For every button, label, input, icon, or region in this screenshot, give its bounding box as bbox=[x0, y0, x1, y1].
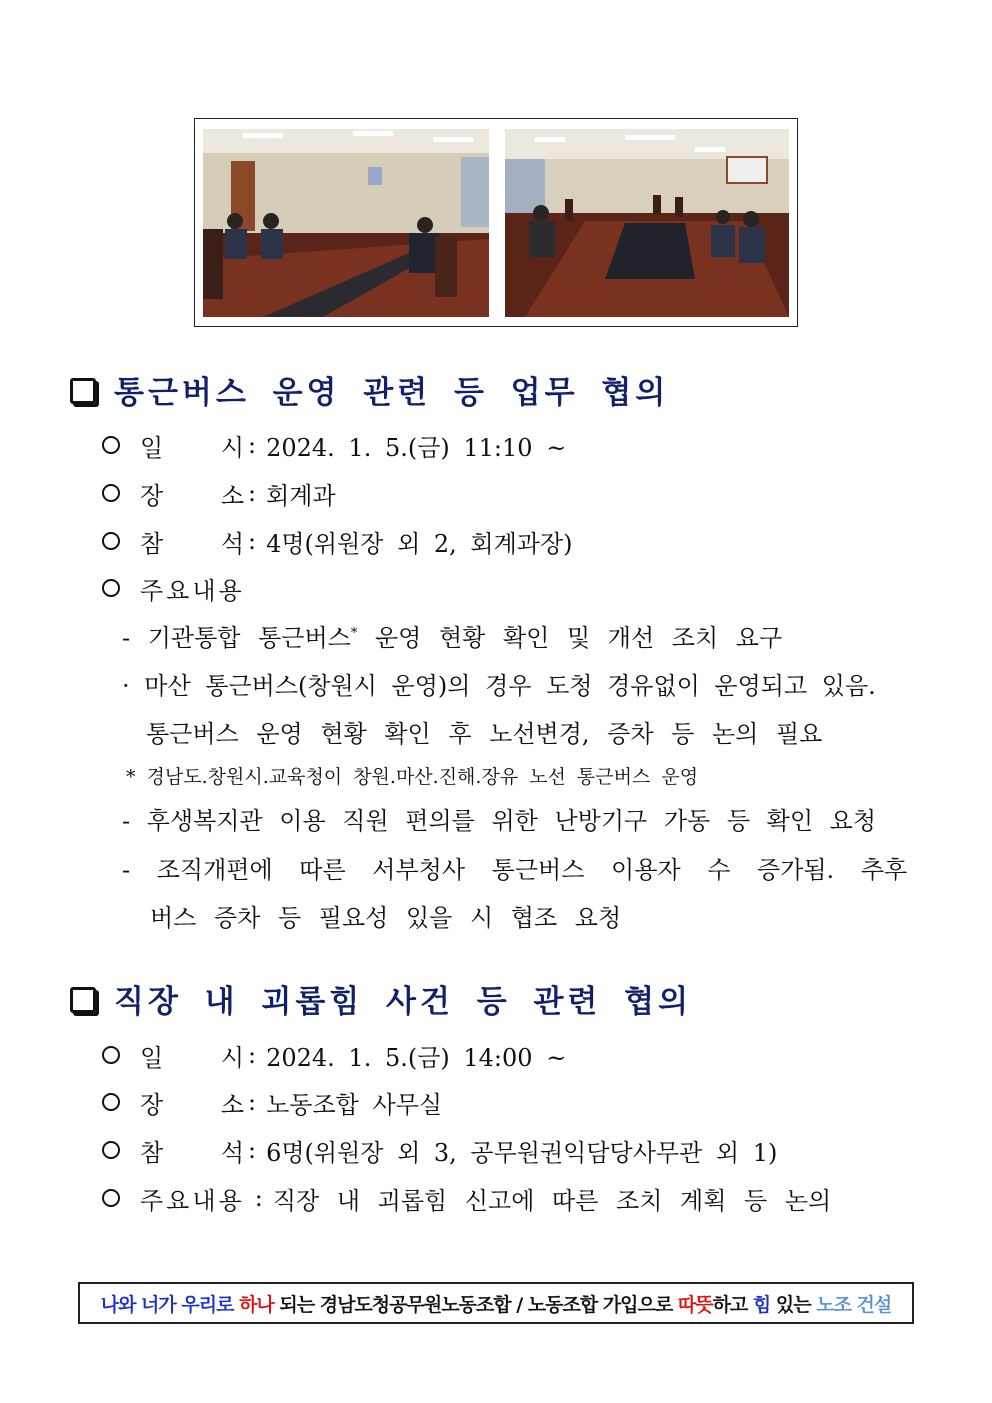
place-value: 회계과 bbox=[266, 481, 336, 510]
section2-place-row: 장 소 : 노동조합 사무실 bbox=[100, 1083, 442, 1121]
slogan-banner bbox=[78, 1282, 914, 1324]
slogan-part-8: 노조 건설 bbox=[816, 1293, 892, 1316]
slogan-part-1: 나와 너가 우리로 bbox=[100, 1293, 240, 1316]
checkbox-square-icon bbox=[70, 378, 96, 404]
circle-bullet-icon bbox=[102, 579, 120, 597]
section2-date-row: 일 시 : 2024. 1. 5.(금) 14:00 ~ bbox=[100, 1036, 566, 1074]
content-item-4-line2: 버스 증차 등 필요성 있을 시 협조 요청 bbox=[150, 904, 622, 932]
slogan-part-2: 하나 bbox=[239, 1293, 274, 1316]
section1-attend-row: 참 석 : 4명(위원장 외 2, 회계과장) bbox=[100, 522, 573, 560]
circle-bullet-icon bbox=[102, 532, 120, 550]
section2-content-row: 주요내용 : 직장 내 괴롭힘 신고에 따른 조치 계획 등 논의 bbox=[100, 1179, 831, 1217]
section1-title: 통근버스 운영 관련 등 업무 협의 bbox=[114, 374, 670, 411]
circle-bullet-icon bbox=[102, 1189, 120, 1207]
content-item-1: - 기관통합 통근버스* 운영 현황 확인 및 개선 조치 요구 bbox=[122, 624, 783, 652]
attend-label: 참 석 bbox=[140, 529, 244, 558]
content-item-3: - 후생복지관 이용 직원 편의를 위한 난방기구 가동 등 확인 요청 bbox=[122, 807, 876, 835]
section1-content-row bbox=[100, 569, 245, 607]
slogan-part-5: 하고 bbox=[712, 1293, 753, 1316]
circle-bullet-icon bbox=[102, 1093, 120, 1111]
section1-date-row: 일 시 : 2024. 1. 5.(금) 11:10 ~ bbox=[100, 426, 566, 464]
slogan-part-7: 있는 bbox=[770, 1293, 817, 1316]
section2-heading bbox=[70, 975, 692, 1021]
section1-heading bbox=[70, 366, 669, 412]
checkbox-square-icon bbox=[70, 987, 96, 1013]
section2-attend-row: 참 석 : 6명(위원장 외 3, 공무원권익담당사무관 외 1) bbox=[100, 1131, 777, 1169]
attend-value: 4명(위원장 외 2, 회계과장) bbox=[266, 529, 573, 558]
circle-bullet-icon bbox=[102, 1141, 120, 1159]
footnote: * 경남도.창원시.교육청이 창원.마산.진해.장유 노선 통근버스 운영 bbox=[126, 766, 699, 788]
meeting-photo-right bbox=[505, 129, 789, 317]
content-label: 주요내용 bbox=[140, 1186, 245, 1215]
place-value: 노동조합 사무실 bbox=[266, 1090, 443, 1119]
content-item-2-line2: 통근버스 운영 현황 확인 후 노선변경, 증차 등 논의 필요 bbox=[146, 720, 823, 748]
circle-bullet-icon bbox=[102, 436, 120, 454]
circle-bullet-icon bbox=[102, 1046, 120, 1064]
circle-bullet-icon bbox=[102, 484, 120, 502]
slogan-part-3: 되는 경남도청공무원노동조합 / 노동조합 가입으로 bbox=[273, 1293, 678, 1316]
meeting-photo-left bbox=[203, 129, 489, 317]
slogan-part-6: 힘 bbox=[752, 1293, 771, 1316]
date-value: 2024. 1. 5.(금) 14:00 ~ bbox=[266, 1043, 567, 1072]
place-label: 장 소 bbox=[140, 1090, 244, 1119]
date-value: 2024. 1. 5.(금) 11:10 ~ bbox=[266, 433, 567, 462]
section1-place-row: 장 소 : 회계과 bbox=[100, 474, 336, 512]
content-label: 주요내용 bbox=[140, 576, 245, 605]
slogan-part-4: 따뜻 bbox=[677, 1293, 713, 1316]
attend-label: 참 석 bbox=[140, 1138, 244, 1167]
content-value: 직장 내 괴롭힘 신고에 따른 조치 계획 등 논의 bbox=[272, 1186, 832, 1215]
photo-frame bbox=[194, 118, 798, 327]
section2-title: 직장 내 괴롭힘 사건 등 관련 협의 bbox=[114, 983, 693, 1020]
date-label: 일 시 bbox=[140, 1043, 244, 1072]
date-label: 일 시 bbox=[140, 433, 244, 462]
attend-value: 6명(위원장 외 3, 공무원권익담당사무관 외 1) bbox=[266, 1138, 778, 1167]
place-label: 장 소 bbox=[140, 481, 244, 510]
content-item-4-line1: - 조직개편에 따른 서부청사 통근버스 이용자 수 증가됨. 추후 bbox=[122, 856, 908, 884]
content-item-2-line1: · 마산 통근버스(창원시 운영)의 경우 도청 경유없이 운영되고 있음. bbox=[122, 672, 876, 700]
